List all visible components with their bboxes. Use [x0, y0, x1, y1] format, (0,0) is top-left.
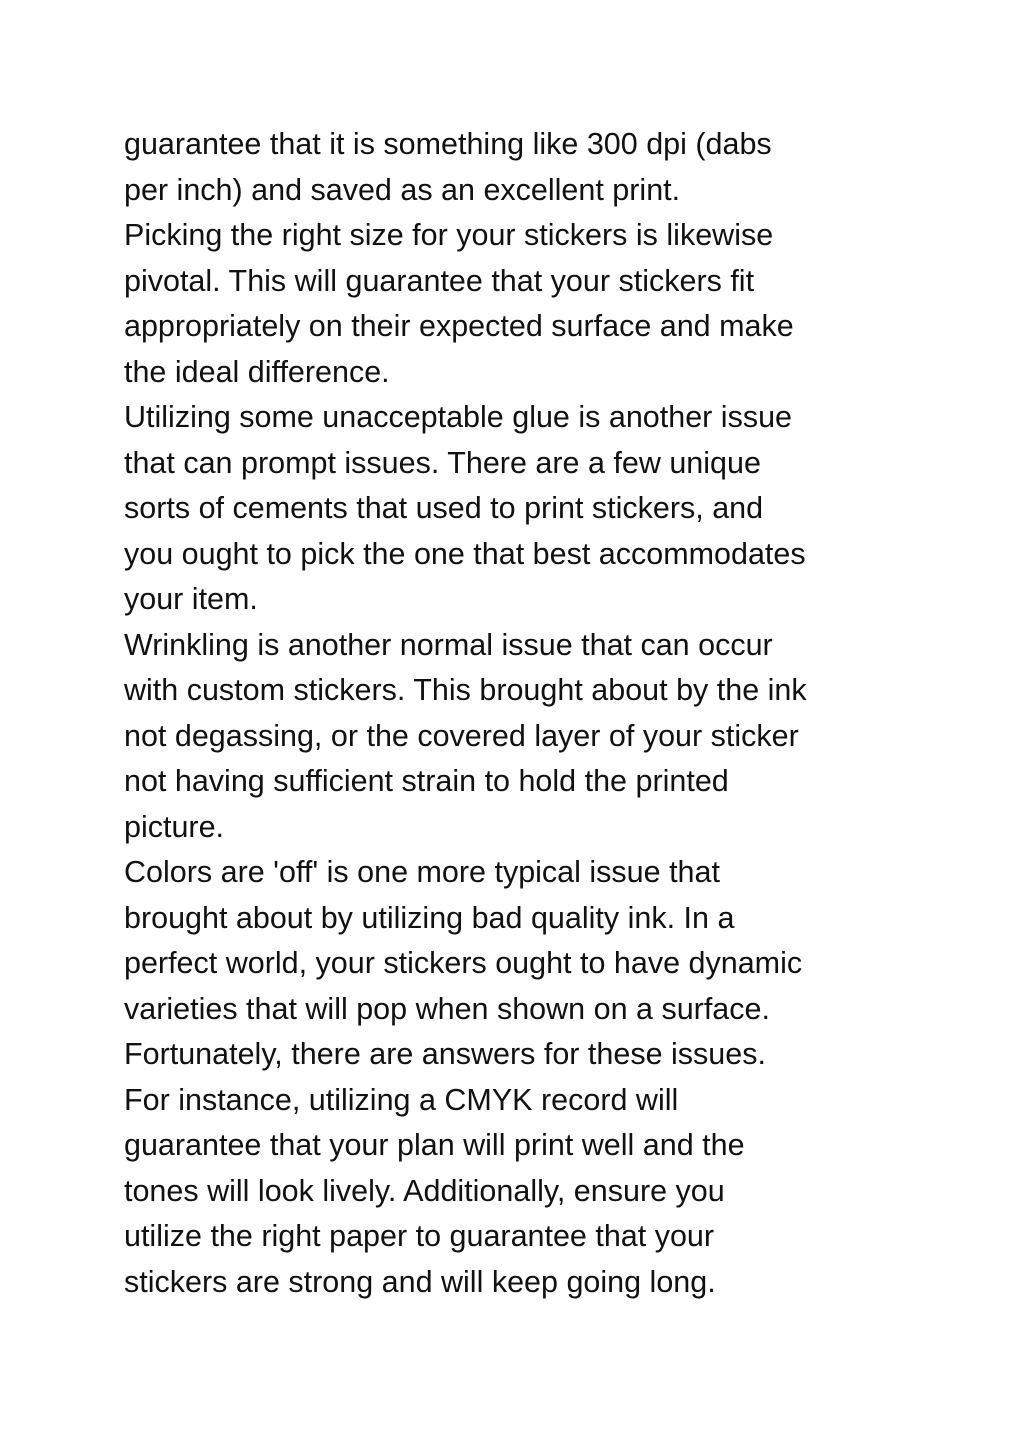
text-line: appropriately on their expected surface and make	[124, 309, 794, 343]
body-text	[124, 122, 914, 1305]
text-line: Utilizing some unacceptable glue is another issue	[124, 400, 792, 434]
text-line: with custom stickers. This brought about by the ink	[124, 673, 807, 707]
text-line: brought about by utilizing bad quality ink. In a	[124, 900, 735, 935]
text-line: picture.	[124, 809, 225, 844]
text-line: perfect world, your stickers ought to have dynamic	[124, 946, 803, 980]
text-line: tones will look lively. Additionally, ensure you	[124, 1173, 725, 1208]
text-line: guarantee that your plan will print well and the	[124, 1128, 745, 1162]
text-line: your item.	[124, 582, 258, 616]
text-line: For instance, utilizing a CMYK record will	[124, 1082, 679, 1117]
text-line: not having sufficient strain to hold the printed	[124, 764, 729, 798]
text-line: that can prompt issues. There are a few unique	[124, 445, 761, 480]
text-line: stickers are strong and will keep going long.	[124, 1264, 716, 1299]
text-line: Wrinkling is another normal issue that can occur	[124, 627, 773, 662]
text-line: Picking the right size for your stickers is likewise	[124, 218, 774, 252]
text-line: utilize the right paper to guarantee that your	[124, 1219, 715, 1253]
text-line: you ought to pick the one that best accommodates	[124, 536, 806, 571]
text-line: not degassing, or the covered layer of your sticker	[124, 718, 799, 753]
text-line: sorts of cements that used to print stickers, and	[124, 491, 764, 525]
text-line: guarantee that it is something like 300 dpi (dabs	[124, 127, 772, 161]
text-line: per inch) and saved as an excellent print.	[124, 172, 681, 207]
text-line: Colors are 'off' is one more typical issue that	[124, 855, 720, 889]
text-line: Fortunately, there are answers for these issues.	[124, 1037, 766, 1071]
text-line: the ideal difference.	[124, 354, 390, 389]
text-line: pivotal. This will guarantee that your stickers fit	[124, 263, 755, 298]
text-line: varieties that will pop when shown on a surface.	[124, 991, 770, 1026]
